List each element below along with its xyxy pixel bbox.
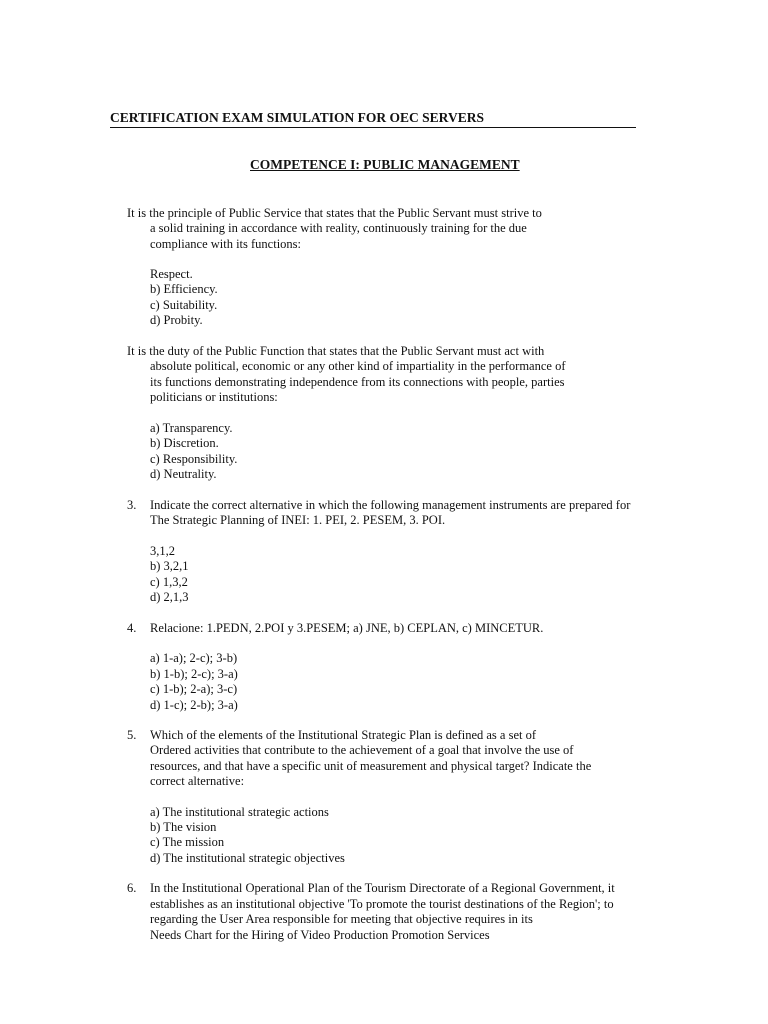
question-5-number: 5. — [127, 728, 137, 742]
question-4-line-1: Relacione: 1.PEDN, 2.POI y 3.PESEM; a) JNE, b) CEPLAN, c) MINCETUR. — [150, 621, 544, 635]
question-4-option-c: c) 1-b); 2-a); 3-c) — [150, 682, 238, 696]
question-6-line-3: regarding the User Area responsible for meeting that objective requires in its — [150, 912, 533, 926]
question-3-option-b: b) 3,2,1 — [150, 559, 189, 573]
question-1-option-a: Respect. — [150, 267, 193, 281]
question-5-option-b: b) The vision — [150, 820, 217, 834]
question-6-number: 6. — [127, 881, 137, 895]
question-5-line-1: Which of the elements of the Institutional Strategic Plan is defined as a set of — [150, 728, 537, 742]
question-3-option-d: d) 2,1,3 — [150, 590, 189, 604]
question-1-option-d: d) Probity. — [150, 313, 203, 327]
question-6-line-4: Needs Chart for the Hiring of Video Production Promotion Services — [150, 928, 490, 942]
question-3-option-a: 3,1,2 — [150, 544, 175, 558]
page-title: CERTIFICATION EXAM SIMULATION FOR OEC SERVERS — [110, 110, 636, 128]
question-3-line-1: Indicate the correct alternative in which the following management instruments are prepared for — [150, 498, 631, 512]
question-5-option-c: c) The mission — [150, 835, 225, 849]
question-3-line-2: The Strategic Planning of INEI: 1. PEI, 2. PESEM, 3. POI. — [150, 513, 446, 527]
question-6-line-2: establishes as an institutional objective 'To promote the tourist destinations of the Region'; to — [150, 897, 614, 911]
question-4-option-b: b) 1-b); 2-c); 3-a) — [150, 667, 238, 681]
question-4-option-a: a) 1-a); 2-c); 3-b) — [150, 651, 238, 665]
question-1-option-c: c) Suitability. — [150, 298, 218, 312]
question-2-line-2: absolute political, economic or any other kind of impartiality in the performance of — [150, 359, 566, 373]
question-2-line-3: its functions demonstrating independence from its connections with people, parties — [150, 375, 565, 389]
question-3-option-c: c) 1,3,2 — [150, 575, 188, 589]
question-2-line-1: It is the duty of the Public Function that states that the Public Servant must act with — [127, 344, 545, 358]
question-5-line-2: Ordered activities that contribute to the achievement of a goal that involve the use of — [150, 743, 574, 757]
question-3-number: 3. — [127, 498, 137, 512]
question-5-line-4: correct alternative: — [150, 774, 245, 788]
question-1-line-1: It is the principle of Public Service that states that the Public Servant must strive to — [127, 206, 542, 220]
question-5-line-3: resources, and that have a specific unit of measurement and physical target? Indicate the — [150, 759, 592, 773]
question-1-line-2: a solid training in accordance with reality, continuously training for the due — [150, 221, 527, 235]
question-2-option-d: d) Neutrality. — [150, 467, 217, 481]
question-4-option-d: d) 1-c); 2-b); 3-a) — [150, 698, 238, 712]
question-5-option-d: d) The institutional strategic objectives — [150, 851, 345, 865]
section-subtitle: COMPETENCE I: PUBLIC MANAGEMENT — [250, 157, 520, 172]
question-4-number: 4. — [127, 621, 137, 635]
question-2-option-b: b) Discretion. — [150, 436, 219, 450]
question-2-line-4: politicians or institutions: — [150, 390, 278, 404]
question-1-line-3: compliance with its functions: — [150, 237, 302, 251]
question-5-option-a: a) The institutional strategic actions — [150, 805, 329, 819]
question-2-option-a: a) Transparency. — [150, 421, 233, 435]
question-6-line-1: In the Institutional Operational Plan of the Tourism Directorate of a Regional Government, it — [150, 881, 615, 895]
question-2-option-c: c) Responsibility. — [150, 452, 238, 466]
question-1-option-b: b) Efficiency. — [150, 282, 218, 296]
